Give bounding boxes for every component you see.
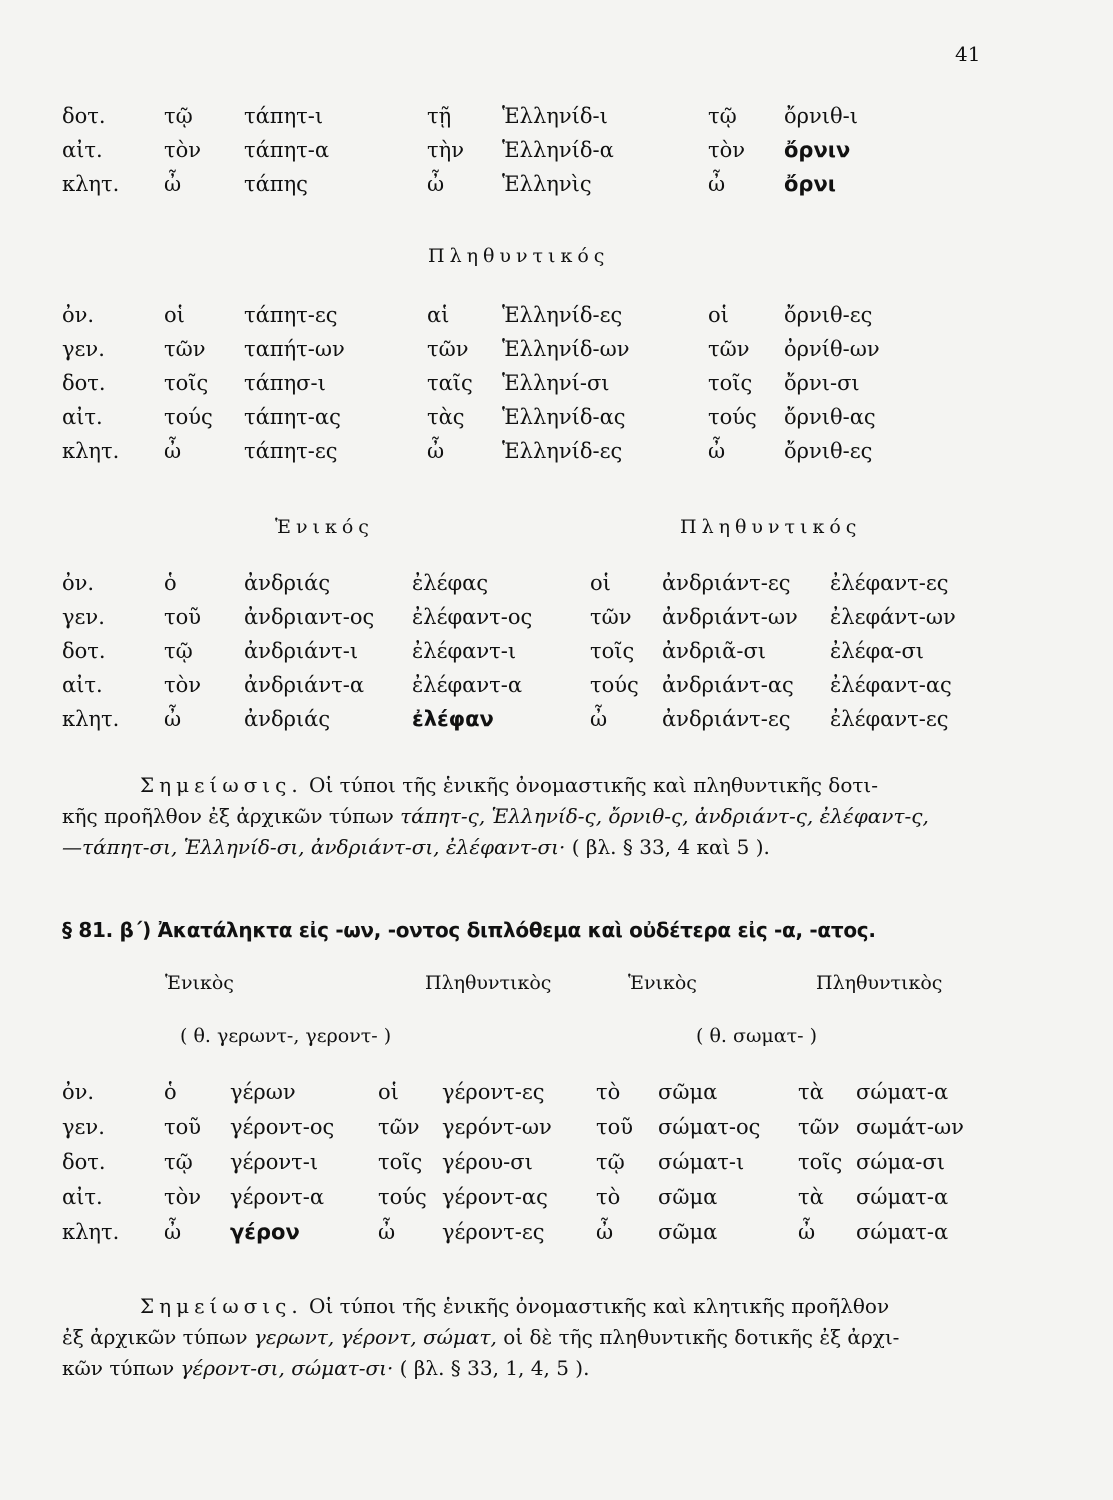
article: ταῖς bbox=[427, 371, 473, 395]
word-form: ἀνδριάντ-ων bbox=[662, 605, 798, 629]
word-form: ἀνδριάντ-ι bbox=[244, 639, 359, 663]
article: τῶν bbox=[798, 1115, 840, 1139]
note-text: οἱ δὲ τῆς πληθυντικῆς δοτικῆς ἐξ ἀρχι- bbox=[496, 1325, 900, 1349]
note-italic-text: τάπητ-ς, Ἑλληνίδ-ς, ὄρνιθ-ς, ἀνδριάντ-ς, ἐλέφαντ-ς, bbox=[400, 804, 929, 828]
word-form: ἀνδριάντ-α bbox=[244, 673, 365, 697]
word-form: σώματ-α bbox=[856, 1080, 949, 1104]
case-label: γεν. bbox=[62, 1115, 105, 1139]
word-form: Ἑλληνίδ-ας bbox=[502, 405, 626, 429]
word-form: ἐλέφαντ-α bbox=[412, 673, 523, 697]
case-label: ὀν. bbox=[62, 571, 95, 595]
word-form: Ἑλληνίδ-ες bbox=[502, 439, 623, 463]
article: τοῖς bbox=[590, 639, 635, 663]
article: ὦ bbox=[164, 1220, 182, 1244]
article: ὦ bbox=[427, 439, 445, 463]
case-label: αἰτ. bbox=[62, 1185, 103, 1209]
note-label: Σημείωσις. bbox=[140, 773, 303, 797]
article: ὦ bbox=[590, 707, 608, 731]
word-form: ἐλεφάντ-ων bbox=[830, 605, 956, 629]
note-line bbox=[62, 832, 990, 863]
article: τῶν bbox=[708, 337, 750, 361]
word-form: γέροντ-ες bbox=[442, 1080, 545, 1104]
article: τοῖς bbox=[798, 1150, 843, 1174]
word-form: ἀνδριάντ-ες bbox=[662, 571, 791, 595]
article: τῶν bbox=[590, 605, 632, 629]
word-form-bold: ὄρνι bbox=[784, 172, 836, 196]
article: τῷ bbox=[164, 639, 193, 663]
article: τῷ bbox=[164, 104, 193, 128]
word-form-bold: ἐλέφαν bbox=[412, 707, 494, 731]
word-form: ἀνδριᾶ-σι bbox=[662, 639, 767, 663]
plural-heading: Πληθυντικός bbox=[680, 516, 862, 538]
note-text: ἐξ ἀρχικῶν τύπων bbox=[62, 1325, 254, 1349]
article: ὦ bbox=[164, 707, 182, 731]
note-text: ( βλ. § 33, 1, 4, 5 ). bbox=[393, 1356, 590, 1380]
note-label: Σημείωσις. bbox=[140, 1294, 303, 1318]
case-label: ὀν. bbox=[62, 1080, 95, 1104]
word-form: σώμα-σι bbox=[856, 1150, 945, 1174]
note-italic-text: —τάπητ-σι, Ἑλληνίδ-σι, ἀνδριάντ-σι, ἐλέφαντ-σι· bbox=[62, 835, 566, 859]
word-form: ὄρνι-σι bbox=[784, 371, 860, 395]
article: αἱ bbox=[427, 303, 450, 327]
page-number: 41 bbox=[955, 42, 981, 66]
note-paragraph bbox=[62, 770, 990, 863]
case-label: δοτ. bbox=[62, 371, 106, 395]
stem-note: ( θ. σωματ- ) bbox=[696, 1025, 817, 1047]
word-form: γέρων bbox=[230, 1080, 296, 1104]
article: τὸν bbox=[164, 138, 202, 162]
article: τῶν bbox=[378, 1115, 420, 1139]
word-form: γέροντ-α bbox=[230, 1185, 325, 1209]
word-form: γέροντ-ι bbox=[230, 1150, 319, 1174]
article: οἱ bbox=[590, 571, 611, 595]
singular-heading: Ἑνικός bbox=[275, 516, 374, 538]
article: τῷ bbox=[164, 1150, 193, 1174]
article: ὦ bbox=[596, 1220, 614, 1244]
article: τοῖς bbox=[378, 1150, 423, 1174]
word-form: ἐλέφα-σι bbox=[830, 639, 925, 663]
word-form: σῶμα bbox=[658, 1220, 718, 1244]
case-label: ὀν. bbox=[62, 303, 95, 327]
article: τῷ bbox=[596, 1150, 625, 1174]
word-form: ὄρνιθ-ες bbox=[784, 303, 873, 327]
word-form: τάπητ-α bbox=[244, 138, 330, 162]
article: τὰς bbox=[427, 405, 465, 429]
word-form: γέροντ-ος bbox=[230, 1115, 335, 1139]
article: τὸ bbox=[596, 1185, 621, 1209]
word-form: τάπητ-ες bbox=[244, 439, 338, 463]
case-label: δοτ. bbox=[62, 639, 106, 663]
article: ὦ bbox=[427, 172, 445, 196]
note-text: κῶν τύπων bbox=[62, 1356, 181, 1380]
note-line bbox=[140, 770, 990, 801]
word-form: γέροντ-ες bbox=[442, 1220, 545, 1244]
word-form: Ἑλληνίδ-α bbox=[502, 138, 614, 162]
word-form: σώματ-ος bbox=[658, 1115, 761, 1139]
word-form: Ἑλληνίδ-ι bbox=[502, 104, 608, 128]
article: τῶν bbox=[164, 337, 206, 361]
article: τοῦ bbox=[164, 605, 202, 629]
case-label: αἰτ. bbox=[62, 138, 103, 162]
word-form: σωμάτ-ων bbox=[856, 1115, 964, 1139]
article: ὦ bbox=[378, 1220, 396, 1244]
case-label: δοτ. bbox=[62, 1150, 106, 1174]
stem-note: ( θ. γερωντ-, γεροντ- ) bbox=[180, 1025, 392, 1047]
word-form: γερόντ-ων bbox=[442, 1115, 552, 1139]
word-form: τάπης bbox=[244, 172, 308, 196]
article: τὴν bbox=[427, 138, 464, 162]
word-form: τάπησ-ι bbox=[244, 371, 326, 395]
article: ὦ bbox=[164, 172, 182, 196]
article: τούς bbox=[378, 1185, 427, 1209]
word-form: σῶμα bbox=[658, 1185, 718, 1209]
article: τὸ bbox=[596, 1080, 621, 1104]
article: τοῦ bbox=[164, 1115, 202, 1139]
article: τοῖς bbox=[708, 371, 753, 395]
word-form: ἐλέφαντ-ος bbox=[412, 605, 533, 629]
word-form: ἀνδριάντ-ες bbox=[662, 707, 791, 731]
word-form: ὄρνιθ-ες bbox=[784, 439, 873, 463]
word-form: Ἑλληνὶς bbox=[502, 172, 592, 196]
singular-heading: Ἑνικὸς bbox=[628, 972, 697, 994]
article: τούς bbox=[708, 405, 757, 429]
note-italic-text: γέροντ-σι, σώματ-σι· bbox=[180, 1356, 394, 1380]
case-label: γεν. bbox=[62, 337, 105, 361]
word-form: ἐλέφαντ-ας bbox=[830, 673, 952, 697]
word-form: τάπητ-ες bbox=[244, 303, 338, 327]
note-line bbox=[62, 1322, 990, 1353]
case-label: δοτ. bbox=[62, 104, 106, 128]
word-form: ἀνδριάς bbox=[244, 571, 331, 595]
word-form: ἐλέφας bbox=[412, 571, 489, 595]
word-form: Ἑλληνίδ-ων bbox=[502, 337, 630, 361]
article: τῷ bbox=[708, 104, 737, 128]
article: ὦ bbox=[798, 1220, 816, 1244]
article: ὦ bbox=[708, 172, 726, 196]
word-form: Ἑλληνί-σι bbox=[502, 371, 610, 395]
word-form: ὄρνιθ-ι bbox=[784, 104, 858, 128]
note-line bbox=[140, 1291, 990, 1322]
article: τὸν bbox=[164, 673, 202, 697]
word-form: ταπήτ-ων bbox=[244, 337, 345, 361]
case-label: αἰτ. bbox=[62, 405, 103, 429]
article: τοῖς bbox=[164, 371, 209, 395]
word-form: ὀρνίθ-ων bbox=[784, 337, 880, 361]
case-label: γεν. bbox=[62, 605, 105, 629]
word-form: ὄρνιθ-ας bbox=[784, 405, 876, 429]
article: οἱ bbox=[708, 303, 729, 327]
note-italic-text: γερωντ, γέροντ, σώματ, bbox=[253, 1325, 497, 1349]
article: ὦ bbox=[164, 439, 182, 463]
section-title: § 81. β΄) Ἀκατάληκτα εἰς -ων, -οντος διπλόθεμα καὶ οὐδέτερα εἰς -α, -ατος. bbox=[62, 918, 876, 942]
note-line bbox=[62, 1353, 990, 1384]
plural-heading: Πληθυντικὸς bbox=[816, 972, 943, 994]
word-form: σῶμα bbox=[658, 1080, 718, 1104]
plural-heading: Πληθυντικὸς bbox=[425, 972, 552, 994]
case-label: κλητ. bbox=[62, 439, 120, 463]
article: τούς bbox=[590, 673, 639, 697]
note-line bbox=[62, 801, 990, 832]
note-text: ( βλ. § 33, 4 καὶ 5 ). bbox=[565, 835, 770, 859]
article: οἱ bbox=[164, 303, 185, 327]
article: τὸν bbox=[164, 1185, 202, 1209]
word-form: ἐλέφαντ-ες bbox=[830, 707, 949, 731]
article: τούς bbox=[164, 405, 213, 429]
article: ὦ bbox=[708, 439, 726, 463]
word-form: ἀνδριάντ-ας bbox=[662, 673, 794, 697]
word-form: γέρου-σι bbox=[442, 1150, 533, 1174]
note-text: Οἱ τύποι τῆς ἑνικῆς ὀνομαστικῆς καὶ πληθυντικῆς δοτι- bbox=[302, 773, 879, 797]
word-form: σώματ-ι bbox=[658, 1150, 745, 1174]
note-text: κῆς προῆλθον ἐξ ἀρχικῶν τύπων bbox=[62, 804, 401, 828]
article: ὁ bbox=[164, 1080, 177, 1104]
word-form: ἀνδριαντ-ος bbox=[244, 605, 375, 629]
article: τὰ bbox=[798, 1185, 824, 1209]
word-form: ἐλέφαντ-ες bbox=[830, 571, 949, 595]
article: τὰ bbox=[798, 1080, 824, 1104]
note-text: Οἱ τύποι τῆς ἑνικῆς ὀνομαστικῆς καὶ κλητικῆς προῆλθον bbox=[302, 1294, 890, 1318]
case-label: κλητ. bbox=[62, 707, 120, 731]
article: οἱ bbox=[378, 1080, 399, 1104]
note-paragraph bbox=[62, 1291, 990, 1384]
article: τοῦ bbox=[596, 1115, 634, 1139]
word-form: σώματ-α bbox=[856, 1220, 949, 1244]
singular-heading: Ἑνικὸς bbox=[165, 972, 234, 994]
article: τῇ bbox=[427, 104, 452, 128]
case-label: κλητ. bbox=[62, 172, 120, 196]
plural-heading: Πληθυντικός bbox=[428, 245, 610, 267]
word-form-bold: γέρον bbox=[230, 1220, 300, 1244]
case-label: αἰτ. bbox=[62, 673, 103, 697]
word-form: ἀνδριάς bbox=[244, 707, 331, 731]
word-form: γέροντ-ας bbox=[442, 1185, 548, 1209]
word-form: ἐλέφαντ-ι bbox=[412, 639, 517, 663]
article: τὸν bbox=[708, 138, 746, 162]
word-form: σώματ-α bbox=[856, 1185, 949, 1209]
article: τῶν bbox=[427, 337, 469, 361]
word-form: τάπητ-ι bbox=[244, 104, 324, 128]
case-label: κλητ. bbox=[62, 1220, 120, 1244]
article: ὁ bbox=[164, 571, 177, 595]
word-form: Ἑλληνίδ-ες bbox=[502, 303, 623, 327]
word-form-bold: ὄρνιν bbox=[784, 138, 851, 162]
word-form: τάπητ-ας bbox=[244, 405, 341, 429]
